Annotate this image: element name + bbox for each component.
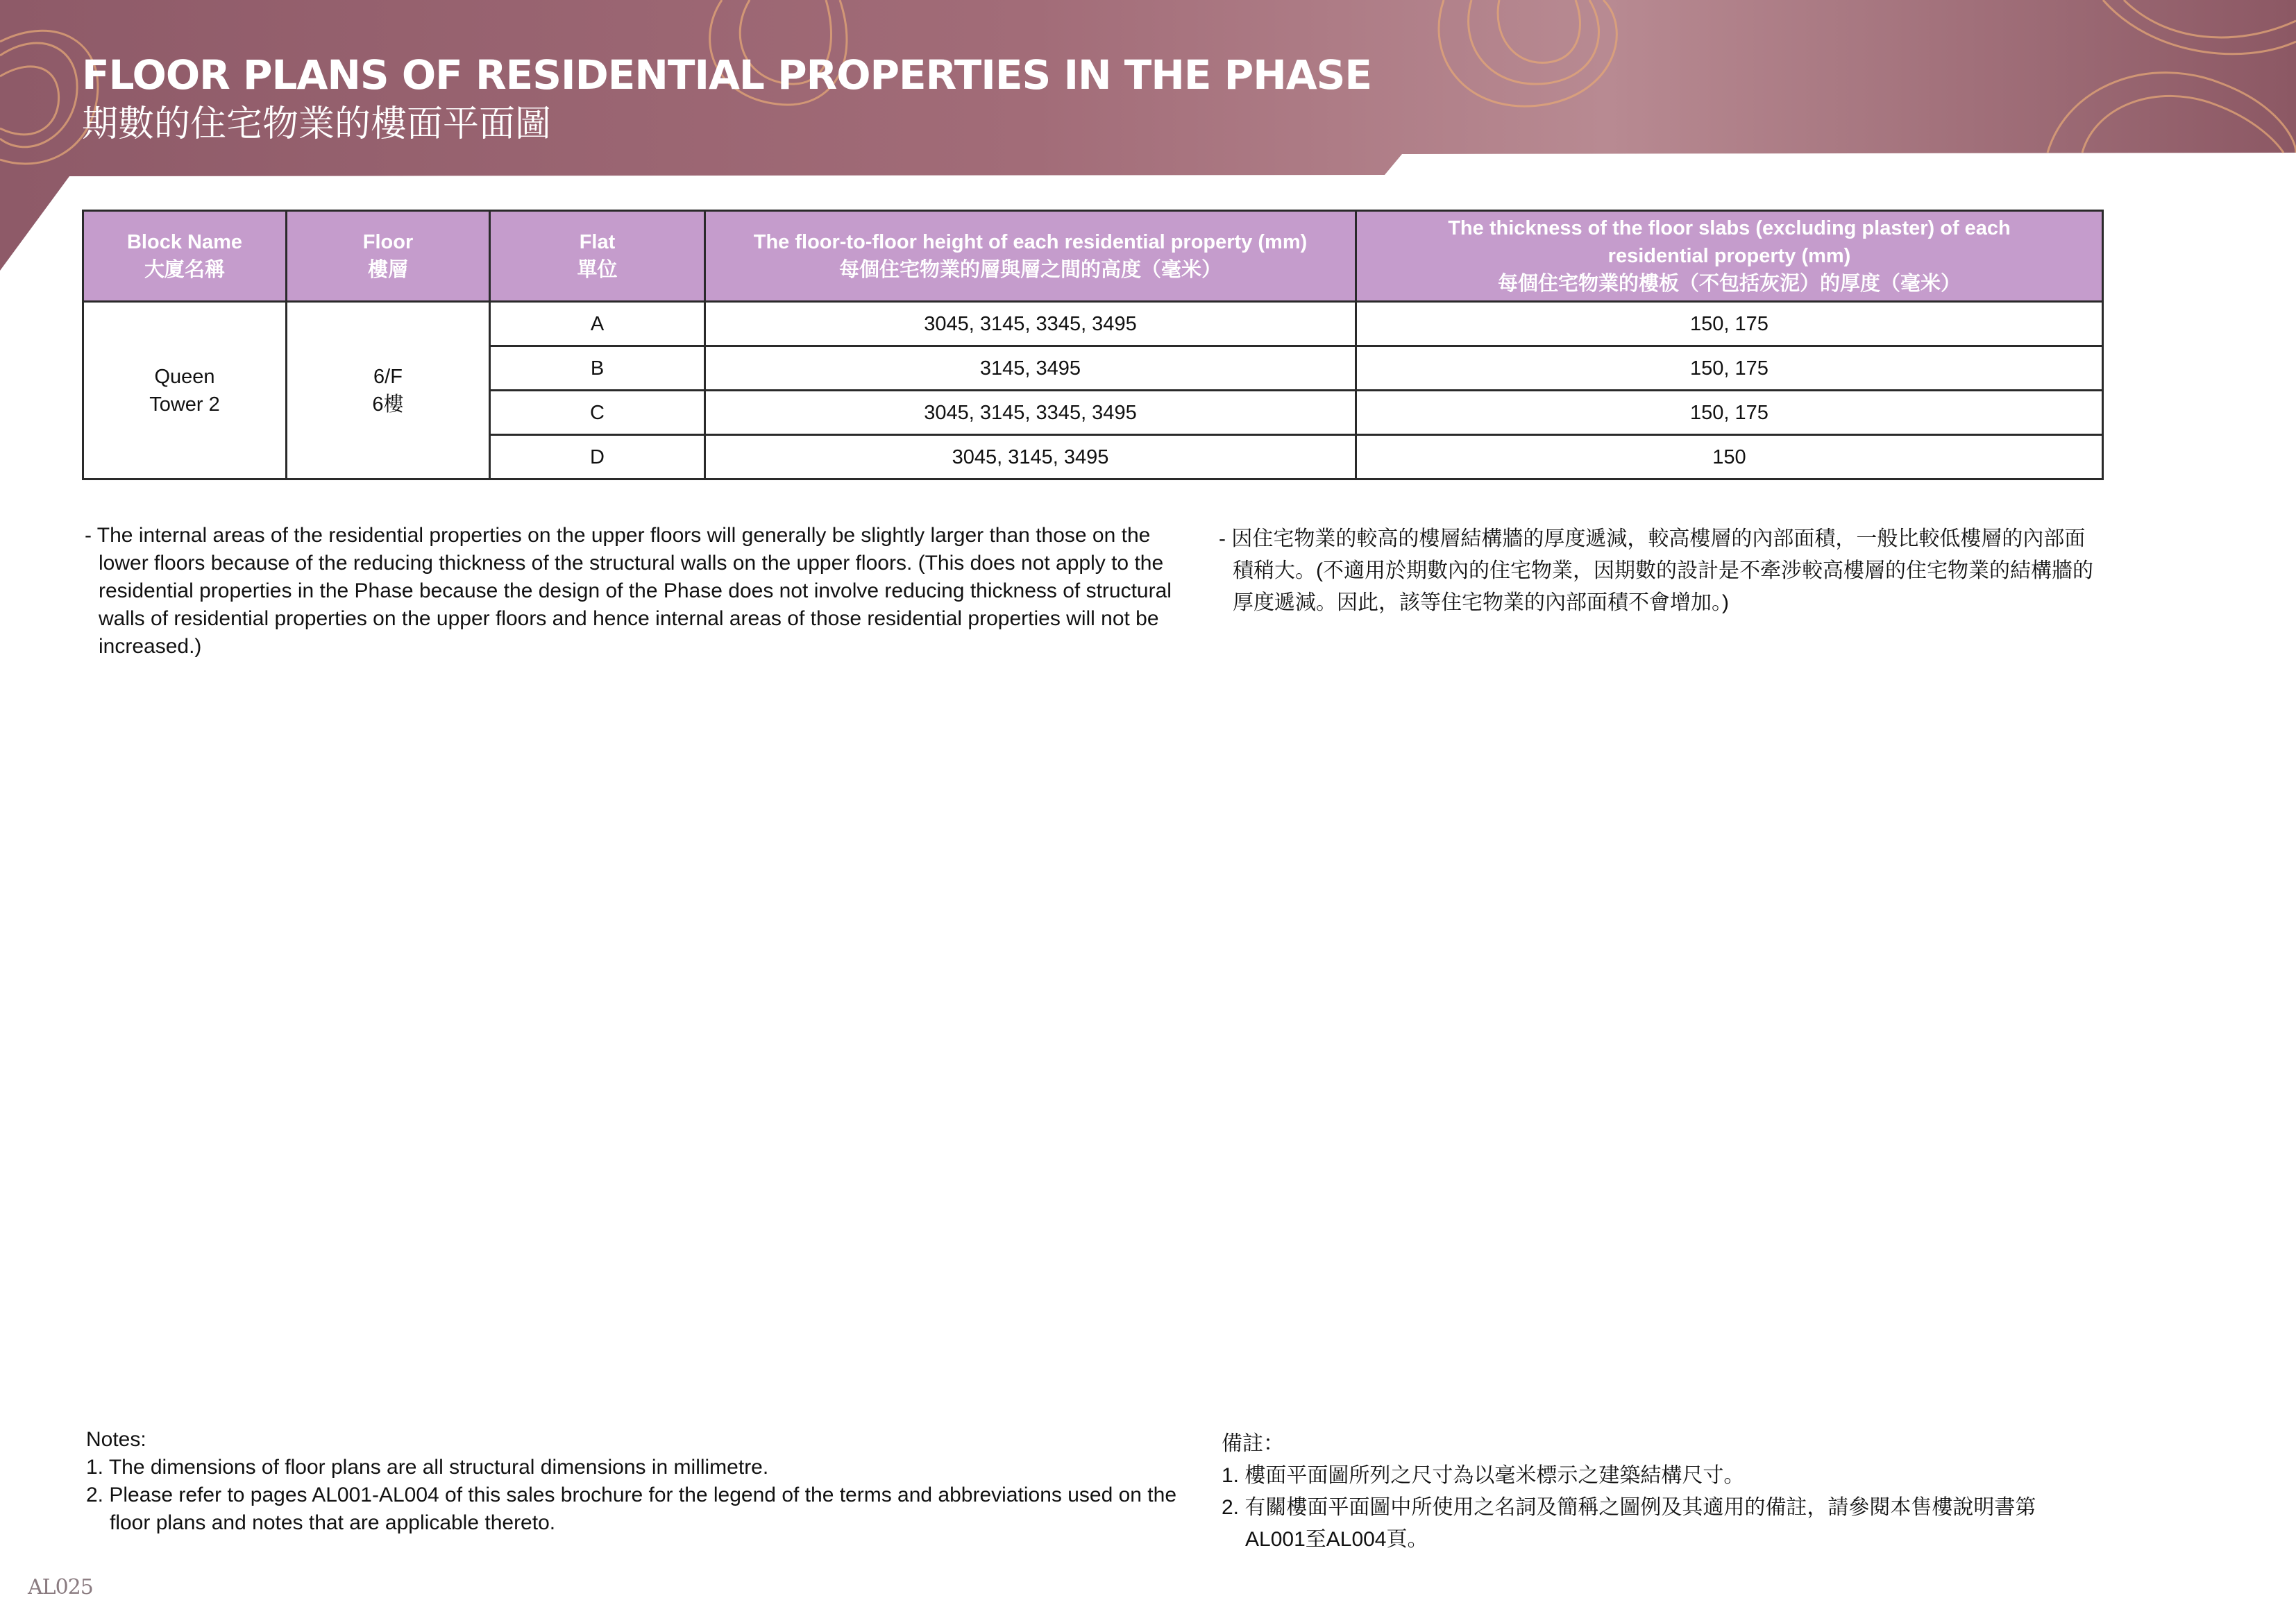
col-header-label-en: Flat xyxy=(579,231,616,253)
flat-cell: A xyxy=(490,302,705,346)
page-title-en: FLOOR PLANS OF RESIDENTIAL PROPERTIES IN THE PHASE xyxy=(82,51,1372,99)
floor-height-cell: 3045, 3145, 3345, 3495 xyxy=(705,391,1356,435)
slab-thickness-cell: 150, 175 xyxy=(1356,346,2103,391)
table-row xyxy=(83,302,2103,346)
col-header-label-zh: 單位 xyxy=(577,259,618,281)
block-name-line: Queen xyxy=(154,365,215,388)
flat-cell: D xyxy=(490,435,705,479)
floor-height-cell: 3045, 3145, 3345, 3495 xyxy=(705,302,1356,346)
floor-height-table xyxy=(82,210,2104,480)
col-header-label-en: The thickness of the floor slabs (excluding plaster) of each residential property (mm) xyxy=(1448,217,2011,267)
floor-height-cell: 3045, 3145, 3495 xyxy=(705,435,1356,479)
col-header-label-zh: 每個住宅物業的層與層之間的高度（毫米） xyxy=(838,259,1222,281)
col-header-floor-height xyxy=(705,211,1356,302)
notes-zh xyxy=(1222,1428,2082,1556)
col-header-block xyxy=(83,211,287,302)
block-name-line: Tower 2 xyxy=(149,393,220,416)
note-item-en: 1. The dimensions of floor plans are all structural dimensions in millimetre. xyxy=(86,1456,769,1479)
notes-heading-zh: 備註： xyxy=(1222,1432,1284,1455)
col-header-label-en: The floor-to-floor height of each residential property (mm) xyxy=(753,231,1308,253)
col-header-label-zh: 大廈名稱 xyxy=(144,259,225,281)
block-name-cell xyxy=(83,302,287,479)
remark-en: - The internal areas of the residential properties on the upper floors will generally be slightly larger than those on the lower floors because of the reducing thickness of the structural walls on the upper floors. (This does not apply to the residential properties in the Phase because the design of the Phase does not involve reducing thickness of structural walls of residential properties on the upper floors and hence internal areas of those residential properties will not be increased.) xyxy=(85,524,1172,658)
flat-cell: C xyxy=(490,391,705,435)
col-header-slab-thickness xyxy=(1356,211,2103,302)
floor-label-zh: 6樓 xyxy=(372,393,404,416)
note-item-zh: 1. 樓面平面圖所列之尺寸為以毫米標示之建築結構尺寸。 xyxy=(1222,1464,1745,1487)
col-header-flat xyxy=(490,211,705,302)
col-header-label-zh: 樓層 xyxy=(367,259,408,281)
col-header-floor xyxy=(287,211,490,302)
table-header-row xyxy=(83,211,2103,302)
note-item-en: 2. Please refer to pages AL001-AL004 of this sales brochure for the legend of the terms and abbreviations used on the floor plans and notes that are applicable thereto. xyxy=(86,1484,1177,1534)
floor-label-en: 6/F xyxy=(373,365,403,388)
remark-zh: - 因住宅物業的較高的樓層結構牆的厚度遞減，較高樓層的內部面積，一般比較低樓層的內部面積稍大。(不適用於期數內的住宅物業，因期數的設計是不牽涉較高樓層的住宅物業的結構牆的厚度遞減。因此，該等住宅物業的內部面積不會增加。) xyxy=(1219,527,2093,614)
slab-thickness-cell: 150 xyxy=(1356,435,2103,479)
slab-thickness-cell: 150, 175 xyxy=(1356,302,2103,346)
page-title-zh: 期數的住宅物業的樓面平面圖 xyxy=(82,103,552,145)
flat-cell: B xyxy=(490,346,705,391)
floor-cell xyxy=(287,302,490,479)
col-header-label-en: Floor xyxy=(362,231,414,253)
notes-en xyxy=(86,1426,1197,1537)
slab-thickness-cell: 150, 175 xyxy=(1356,391,2103,435)
page-number: AL025 xyxy=(28,1575,93,1599)
col-header-label-en: Block Name xyxy=(126,231,242,253)
note-item-zh: 2. 有關樓面平面圖中所使用之名詞及簡稱之圖例及其適用的備註，請參閱本售樓說明書第AL001至AL004頁。 xyxy=(1222,1496,2036,1551)
notes-heading-en: Notes: xyxy=(86,1428,146,1451)
floor-height-cell: 3145, 3495 xyxy=(705,346,1356,391)
col-header-label-zh: 每個住宅物業的樓板（不包括灰泥）的厚度（毫米） xyxy=(1497,273,1961,295)
